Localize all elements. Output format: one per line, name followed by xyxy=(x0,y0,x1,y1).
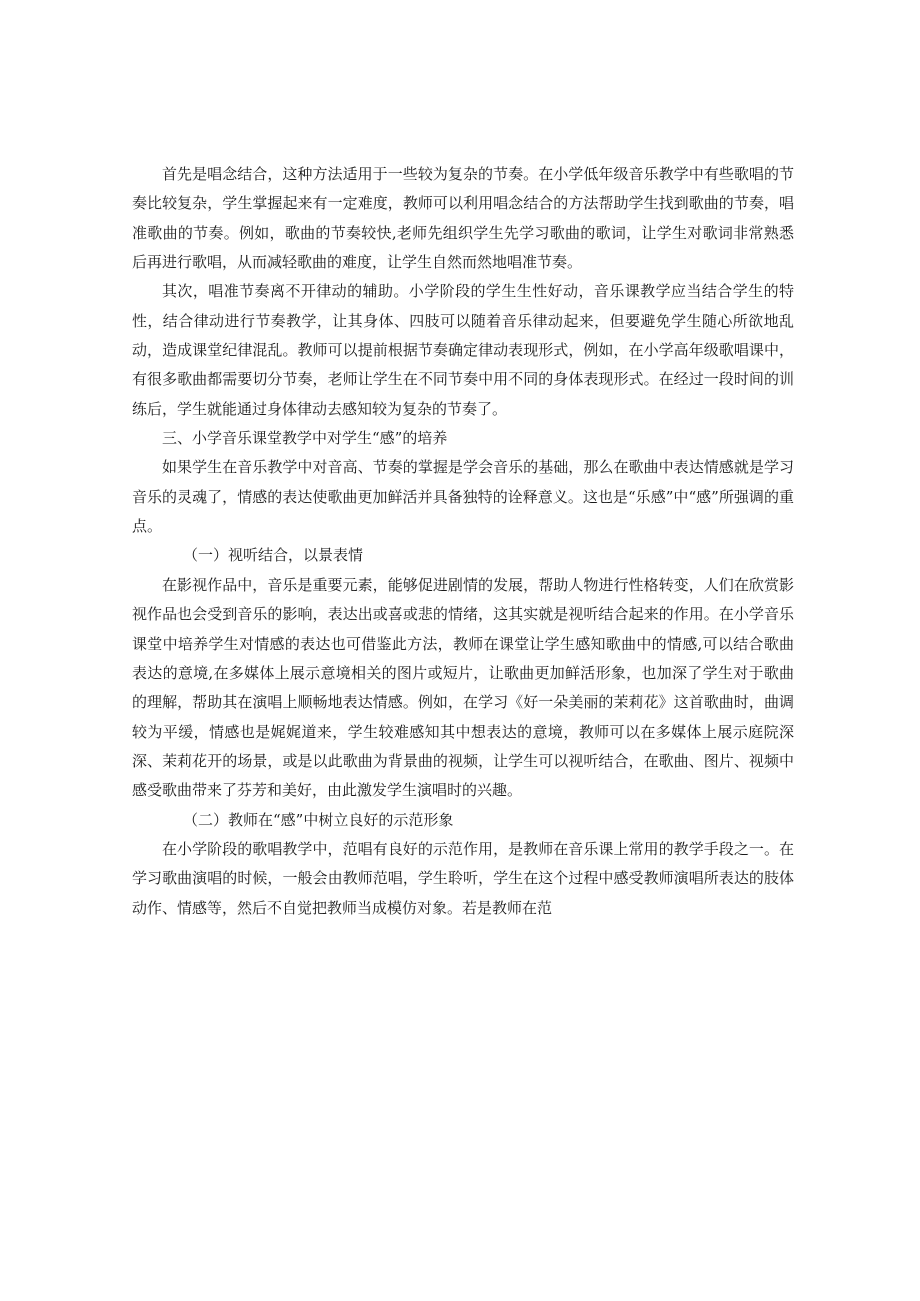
subheading-two: （二）教师在“感”中树立良好的示范形象 xyxy=(183,810,454,829)
subheading-one: （一）视听结合，以景表情 xyxy=(183,546,364,565)
paragraph-audiovisual: 在影视作品中，音乐是重要元素，能够促进剧情的发展，帮助人物进行性格转变，人们在欣赏影视作品也会受到音乐的影响，表达出或喜或悲的情绪，这其实就是视听结合起来的作用。在小学音乐课堂中培养学生对情感的表达也可借鉴此方法，教师在课堂让学生感知歌曲中的情感,可以结合歌曲表达的意境,在多媒体上展示意境相关的图片或短片，让歌曲更加鲜活形象，也加深了学生对于歌曲的理解，帮助其在演唱上顺畅地表达情感。例如，在学习《好一朵美丽的茉莉花》这首歌曲时，曲调较为平缓，情感也是娓娓道来，学生较难感知其中想表达的意境，教师可以在多媒体上展示庭院深深、茉莉花开的场景，或是以此歌曲为背景曲的视频，让学生可以视听结合，在歌曲、图片、视频中感受歌曲带来了芬芳和美好，由此激发学生演唱时的兴趣。 xyxy=(132,575,794,800)
paragraph-rhythm-movement: 其次，唱准节奏离不开律动的辅助。小学阶段的学生生性好动，音乐课教学应当结合学生的特性，结合律动进行节奏教学，让其身体、四肢可以随着音乐律动起来，但要避免学生随心所欲地乱动，造成课堂纪律混乱。教师可以提前根据节奏确定律动表现形式，例如，在小学高年级歌唱课中，有很多歌曲都需要切分节奏，老师让学生在不同节奏中用不同的身体表现形式。在经过一段时间的训练后，学生就能通过身体律动去感知较为复杂的节奏了。 xyxy=(132,282,794,418)
paragraph-chanting-combination: 首先是唱念结合，这种方法适用于一些较为复杂的节奏。在小学低年级音乐教学中有些歌唱的节奏比较复杂，学生掌握起来有一定难度，教师可以利用唱念结合的方法帮助学生找到歌曲的节奏，唱准歌曲的节奏。例如，歌曲的节奏较快,老师先组织学生先学习歌曲的歌词，让学生对歌词非常熟悉后再进行歌唱，从而减轻歌曲的难度，让学生自然而然地唱准节奏。 xyxy=(132,165,794,272)
section-heading-three: 三、小学音乐课堂教学中对学生“感”的培养 xyxy=(162,429,448,448)
document-body xyxy=(132,160,794,923)
paragraph-teacher-demonstration: 在小学阶段的歌唱教学中，范唱有良好的示范作用，是教师在音乐课上常用的教学手段之一。在学习歌曲演唱的时候，一般会由教师范唱，学生聆听，学生在这个过程中感受教师演唱所表达的肢体动作、情感等，然后不自觉把教师当成模仿对象。若是教师在范 xyxy=(132,839,794,917)
paragraph-feeling-intro: 如果学生在音乐教学中对音高、节奏的掌握是学会音乐的基础，那么在歌曲中表达情感就是学习音乐的灵魂了，情感的表达使歌曲更加鲜活并具备独特的诠释意义。这也是“乐感”中“感”所强调的重点。 xyxy=(132,458,794,536)
